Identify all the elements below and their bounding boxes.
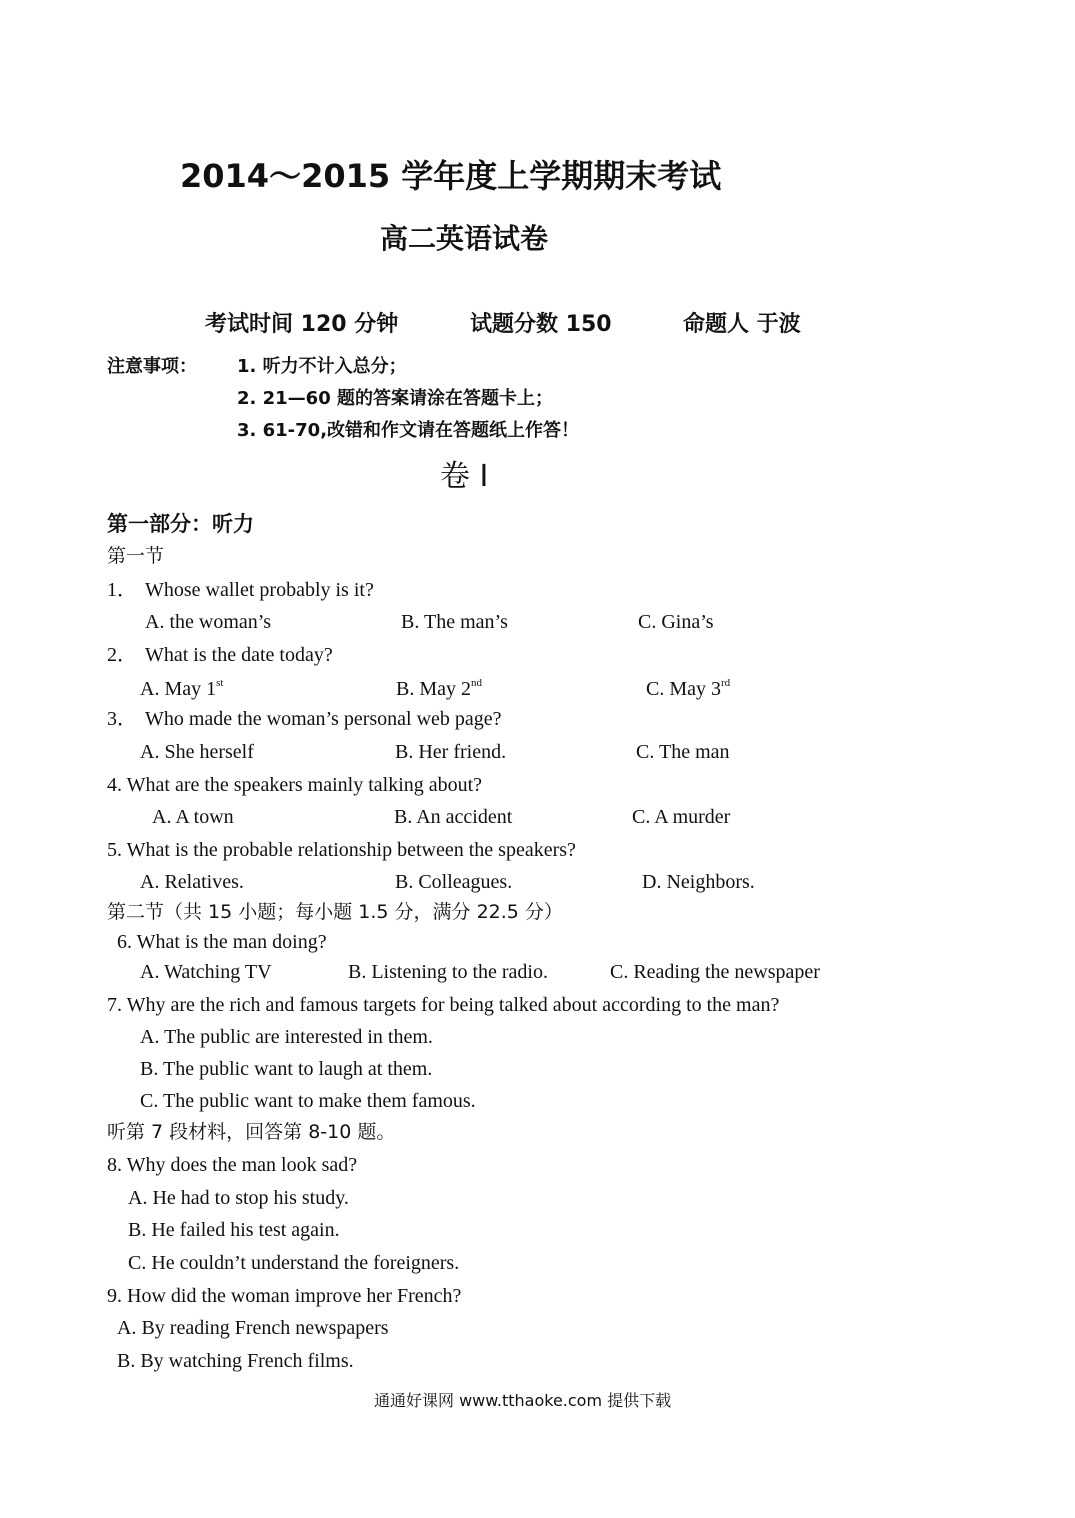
- section-heading: 第二节（共 15 小题；每小题 1.5 分，满分 22.5 分）: [107, 901, 563, 923]
- option: C. The man: [636, 741, 730, 763]
- option: B. The man’s: [401, 611, 508, 633]
- question-text: Who made the woman’s personal web page?: [145, 708, 502, 730]
- option: D. Neighbors.: [642, 871, 755, 893]
- option: B. The public want to laugh at them.: [140, 1058, 433, 1080]
- option: A. He had to stop his study.: [128, 1187, 349, 1209]
- question-text: 4. What are the speakers mainly talking about?: [107, 774, 483, 796]
- section-heading: 第一节: [107, 545, 165, 567]
- option: A. the woman’s: [145, 611, 272, 633]
- question-number: 1．: [107, 579, 137, 601]
- exam-subtitle: 高二英语试卷: [380, 222, 549, 255]
- question-text: Whose wallet probably is it?: [145, 579, 374, 601]
- note-item: 3. 61-70,改错和作文请在答题纸上作答！: [237, 420, 580, 441]
- question-text: 6. What is the man doing?: [117, 931, 327, 953]
- footer-text: 通通好课网 www.tthaoke.com 提供下载: [374, 1391, 672, 1410]
- question-text: What is the date today?: [145, 644, 333, 666]
- option: A. By reading French newspapers: [117, 1317, 389, 1339]
- option: B. An accident: [394, 806, 513, 828]
- option: C. He couldn’t understand the foreigners.: [128, 1252, 460, 1274]
- option: B. Her friend.: [395, 741, 507, 763]
- option: C. Gina’s: [638, 611, 714, 633]
- option: B. Colleagues.: [395, 871, 513, 893]
- option: A. Relatives.: [140, 871, 244, 893]
- passage-instruction: 听第 7 段材料，回答第 8-10 题。: [107, 1121, 396, 1143]
- note-item: 2. 21—60 题的答案请涂在答题卡上；: [237, 388, 553, 409]
- volume-heading: 卷 I: [440, 459, 489, 494]
- question-text: 7. Why are the rich and famous targets for being talked about according to the man?: [107, 994, 780, 1016]
- option: B. Listening to the radio.: [348, 961, 548, 983]
- option: C. May 3rd: [646, 677, 731, 700]
- option: B. May 2nd: [396, 677, 482, 700]
- question-text: 5. What is the probable relationship between the speakers?: [107, 839, 576, 861]
- exam-title: 2014～2015 学年度上学期期末考试: [180, 157, 722, 195]
- exam-time: 考试时间 120 分钟: [205, 312, 399, 337]
- option: B. By watching French films.: [117, 1350, 354, 1372]
- option: C. The public want to make them famous.: [140, 1090, 476, 1112]
- option: B. He failed his test again.: [128, 1219, 340, 1241]
- option: C. A murder: [632, 806, 731, 828]
- question-number: 2．: [107, 644, 137, 666]
- part-heading: 第一部分：听力: [107, 512, 254, 536]
- option: A. She herself: [140, 741, 254, 763]
- option: A. Watching TV: [140, 961, 272, 983]
- exam-score: 试题分数 150: [470, 312, 612, 337]
- option: A. A town: [152, 806, 234, 828]
- notes-label: 注意事项：: [107, 356, 197, 377]
- question-text: 8. Why does the man look sad?: [107, 1154, 358, 1176]
- question-number: 3．: [107, 708, 137, 730]
- option: A. The public are interested in them.: [140, 1026, 433, 1048]
- question-text: 9. How did the woman improve her French?: [107, 1285, 462, 1307]
- option: A. May 1st: [140, 677, 224, 700]
- option: C. Reading the newspaper: [610, 961, 820, 983]
- exam-author: 命题人 于波: [683, 312, 801, 337]
- note-item: 1. 听力不计入总分；: [237, 356, 407, 377]
